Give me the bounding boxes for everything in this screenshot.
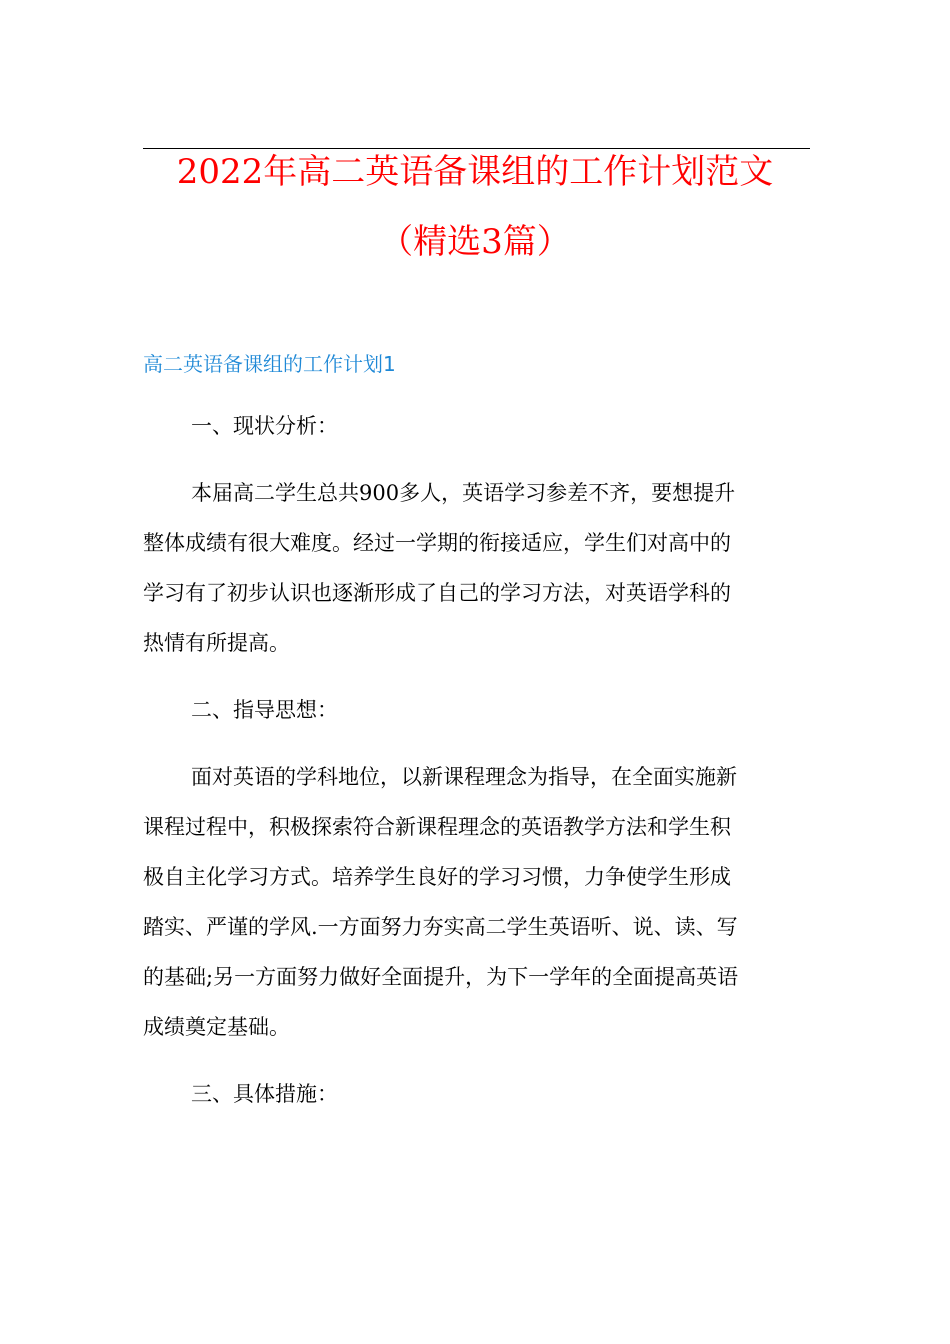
document-title-line2: （精选3篇） <box>379 222 571 262</box>
paragraph-line: 整体成绩有很大难度。经过一学期的衔接适应，学生们对高中的 <box>143 531 731 555</box>
subheading-guiding-ideology: 二、指导思想： <box>191 698 338 722</box>
subheading-situation-analysis: 一、现状分析： <box>191 414 338 438</box>
paragraph-line: 学习有了初步认识也逐渐形成了自己的学习方法，对英语学科的 <box>143 581 731 605</box>
subheading-specific-measures: 三、具体措施： <box>191 1082 338 1106</box>
paragraph-line: 热情有所提高。 <box>143 631 290 655</box>
paragraph-line: 面对英语的学科地位，以新课程理念为指导，在全面实施新 <box>191 765 737 789</box>
paragraph-line: 的基础;另一方面努力做好全面提升，为下一学年的全面提高英语 <box>143 965 739 989</box>
paragraph-line: 课程过程中，积极探索符合新课程理念的英语教学方法和学生积 <box>143 815 731 839</box>
paragraph-line: 极自主化学习方式。培养学生良好的学习习惯，力争使学生形成 <box>143 865 731 889</box>
document-title-line1: 2022年高二英语备课组的工作计划范文 <box>176 152 774 192</box>
paragraph-line: 成绩奠定基础。 <box>143 1015 290 1039</box>
paragraph-line: 踏实、严谨的学风.一方面努力夯实高二学生英语听、说、读、写 <box>143 915 738 939</box>
paragraph-line: 本届高二学生总共900多人，英语学习参差不齐，要想提升 <box>191 481 736 505</box>
section-heading: 高二英语备课组的工作计划1 <box>143 352 396 376</box>
header-rule <box>143 148 810 149</box>
